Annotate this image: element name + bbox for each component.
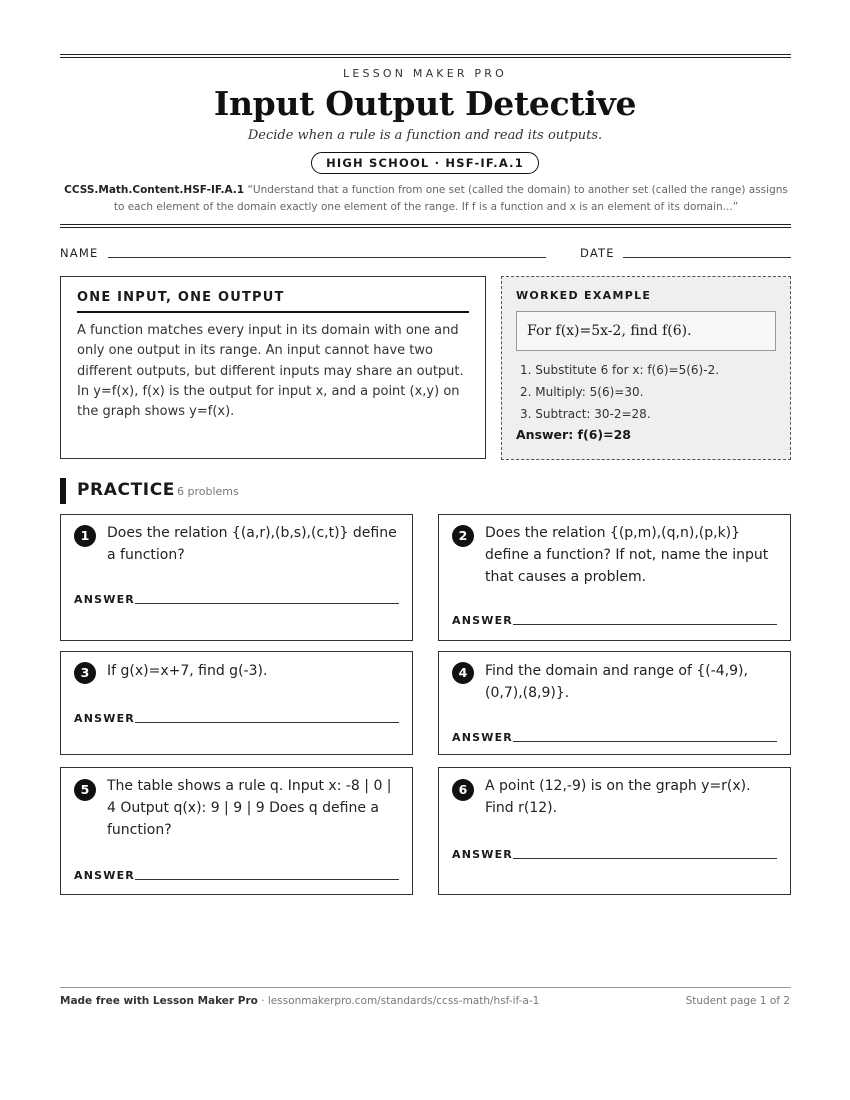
problem-text: If g(x)=x+7, find g(-3). (107, 663, 268, 679)
footer-rule (60, 987, 791, 988)
top-double-rule (60, 54, 791, 58)
answer-label: ANSWER (452, 614, 513, 627)
footer-made-with: Made free with Lesson Maker Pro (60, 995, 258, 1007)
answer-line[interactable] (513, 858, 777, 859)
problem-card-4 (438, 651, 791, 755)
header-double-rule (60, 224, 791, 228)
problem-card-3 (60, 651, 413, 755)
standard-code: CCSS.Math.Content.HSF-IF.A.1 (64, 184, 245, 196)
concept-body: A function matches every input in its domain with one and only one output in its range. An input cannot have two different outputs, but different inputs may share an output. In y=f(x), f(x) is the output for input x, and a point (x,y) on the graph shows y=f(x). (77, 323, 464, 420)
answer-line[interactable] (513, 624, 777, 625)
answer-line[interactable] (135, 722, 399, 723)
standard-statement (62, 182, 790, 216)
answer-label: ANSWER (74, 593, 135, 606)
problem-card-1 (60, 514, 413, 641)
page-title: Input Output Detective (213, 84, 637, 123)
example-answer: Answer: f(6)=28 (516, 427, 631, 442)
answer-label: ANSWER (452, 848, 513, 861)
date-field[interactable] (623, 257, 791, 258)
concept-box (60, 276, 486, 459)
problem-text: A point (12,-9) is on the graph y=r(x). Find r(12). (485, 778, 751, 816)
example-step: 3. Subtract: 30-2=28. (520, 407, 651, 421)
problem-number: 2 (452, 525, 474, 547)
problem-text: Does the relation {(p,m),(q,n),(p,k)} define a function? If not, name the input that causes a problem. (485, 525, 769, 585)
problem-number: 5 (74, 779, 96, 801)
problem-number: 4 (452, 662, 474, 684)
practice-accent-bar (60, 478, 66, 504)
practice-count: 6 problems (177, 485, 239, 498)
example-heading: WORKED EXAMPLE (516, 289, 652, 302)
standard-text: “Understand that a function from one set (called the domain) to another set (called the range) assigns to each element of the domain exactly one element of the range. If f is a function and x is an element of its domain...” (113, 184, 788, 213)
answer-label: ANSWER (74, 712, 135, 725)
problem-card-5 (60, 767, 413, 895)
concept-heading: ONE INPUT, ONE OUTPUT (77, 290, 469, 313)
problem-number: 3 (74, 662, 96, 684)
date-label: DATE (580, 246, 615, 260)
answer-line[interactable] (513, 741, 777, 742)
problem-text: Find the domain and range of {(-4,9),(0,7),(8,9)}. (485, 663, 748, 701)
example-step: 1. Substitute 6 for x: f(6)=5(6)-2. (520, 363, 720, 377)
problem-card-6 (438, 767, 791, 895)
page-subtitle: Decide when a rule is a function and read its outputs. (247, 128, 603, 143)
footer-url[interactable]: · lessonmakerpro.com/standards/ccss-math/hsf-if-a-1 (257, 995, 540, 1007)
practice-heading: PRACTICE (77, 480, 175, 500)
example-steps (516, 359, 776, 425)
name-label: NAME (60, 246, 99, 260)
problem-text: Does the relation {(a,r),(b,s),(c,t)} define a function? (107, 525, 397, 563)
answer-label: ANSWER (452, 731, 513, 744)
answer-label: ANSWER (74, 869, 135, 882)
level-badge: HIGH SCHOOL · HSF-IF.A.1 (311, 152, 539, 174)
answer-line[interactable] (135, 603, 399, 604)
problem-number: 1 (74, 525, 96, 547)
example-prompt: For f(x)=5x-2, find f(6). (516, 311, 776, 351)
problem-number: 6 (452, 779, 474, 801)
example-step: 2. Multiply: 5(6)=30. (520, 385, 644, 399)
problem-text: The table shows a rule q. Input x: -8 | 0 | 4 Output q(x): 9 | 9 | 9 Does q define a function? (107, 778, 392, 838)
problem-card-2 (438, 514, 791, 641)
footer-credit (60, 995, 539, 1007)
worked-example-box (501, 276, 791, 460)
name-field[interactable] (108, 257, 546, 258)
brand-name: LESSON MAKER PRO (343, 67, 507, 80)
answer-line[interactable] (135, 879, 399, 880)
footer-page-number: Student page 1 of 2 (685, 995, 790, 1007)
